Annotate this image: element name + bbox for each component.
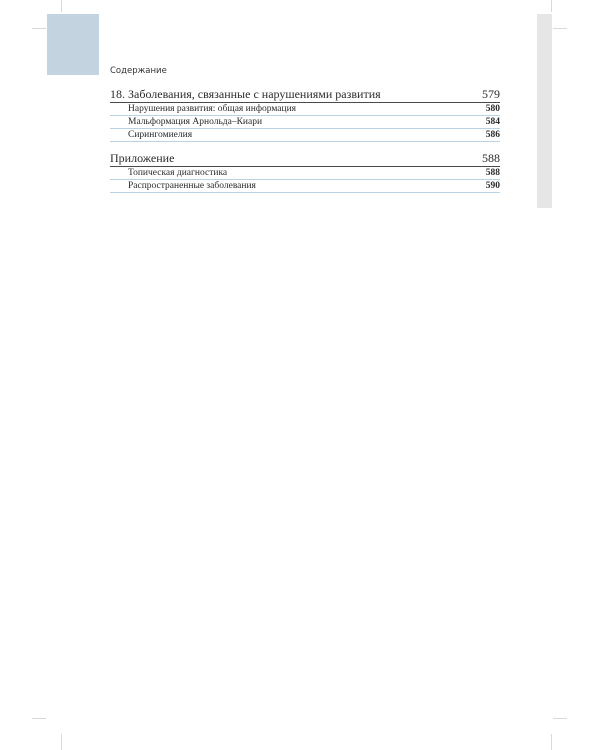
entry-page-number: 586 xyxy=(485,130,500,140)
table-of-contents xyxy=(110,87,500,193)
crop-mark xyxy=(551,0,552,12)
entry-title: Нарушения развития: общая информация xyxy=(128,104,297,114)
crop-mark xyxy=(61,0,62,12)
entry-page-number: 580 xyxy=(485,104,500,114)
crop-mark xyxy=(61,734,62,750)
chapter-title: 18. Заболевания, связанные с нарушениями развития xyxy=(110,87,381,101)
crop-mark xyxy=(553,718,567,719)
crop-mark xyxy=(551,734,552,750)
chapter-page-number: 579 xyxy=(482,87,500,101)
toc-chapter[interactable] xyxy=(110,87,500,103)
crop-mark xyxy=(32,28,46,29)
chapter-title: Приложение xyxy=(110,151,175,165)
corner-color-block xyxy=(47,14,99,75)
toc-entry[interactable] xyxy=(110,180,500,193)
entry-page-number: 588 xyxy=(485,168,500,178)
toc-entry[interactable] xyxy=(110,116,500,129)
entry-title: Мальформация Арнольда–Киари xyxy=(128,117,263,127)
toc-chapter[interactable] xyxy=(110,151,500,167)
entry-title: Распространенные заболевания xyxy=(128,181,256,191)
entry-title: Топическая диагностика xyxy=(128,168,228,178)
side-margin-strip xyxy=(537,14,552,208)
entry-page-number: 584 xyxy=(485,117,500,127)
chapter-page-number: 588 xyxy=(482,151,500,165)
toc-entry[interactable] xyxy=(110,103,500,116)
entry-title: Сирингомиелия xyxy=(128,130,193,140)
toc-entry[interactable] xyxy=(110,167,500,180)
section-header-label: Содержание xyxy=(110,66,167,76)
entry-page-number: 590 xyxy=(485,181,500,191)
crop-mark xyxy=(32,718,46,719)
toc-entry[interactable] xyxy=(110,129,500,142)
crop-mark xyxy=(553,28,567,29)
